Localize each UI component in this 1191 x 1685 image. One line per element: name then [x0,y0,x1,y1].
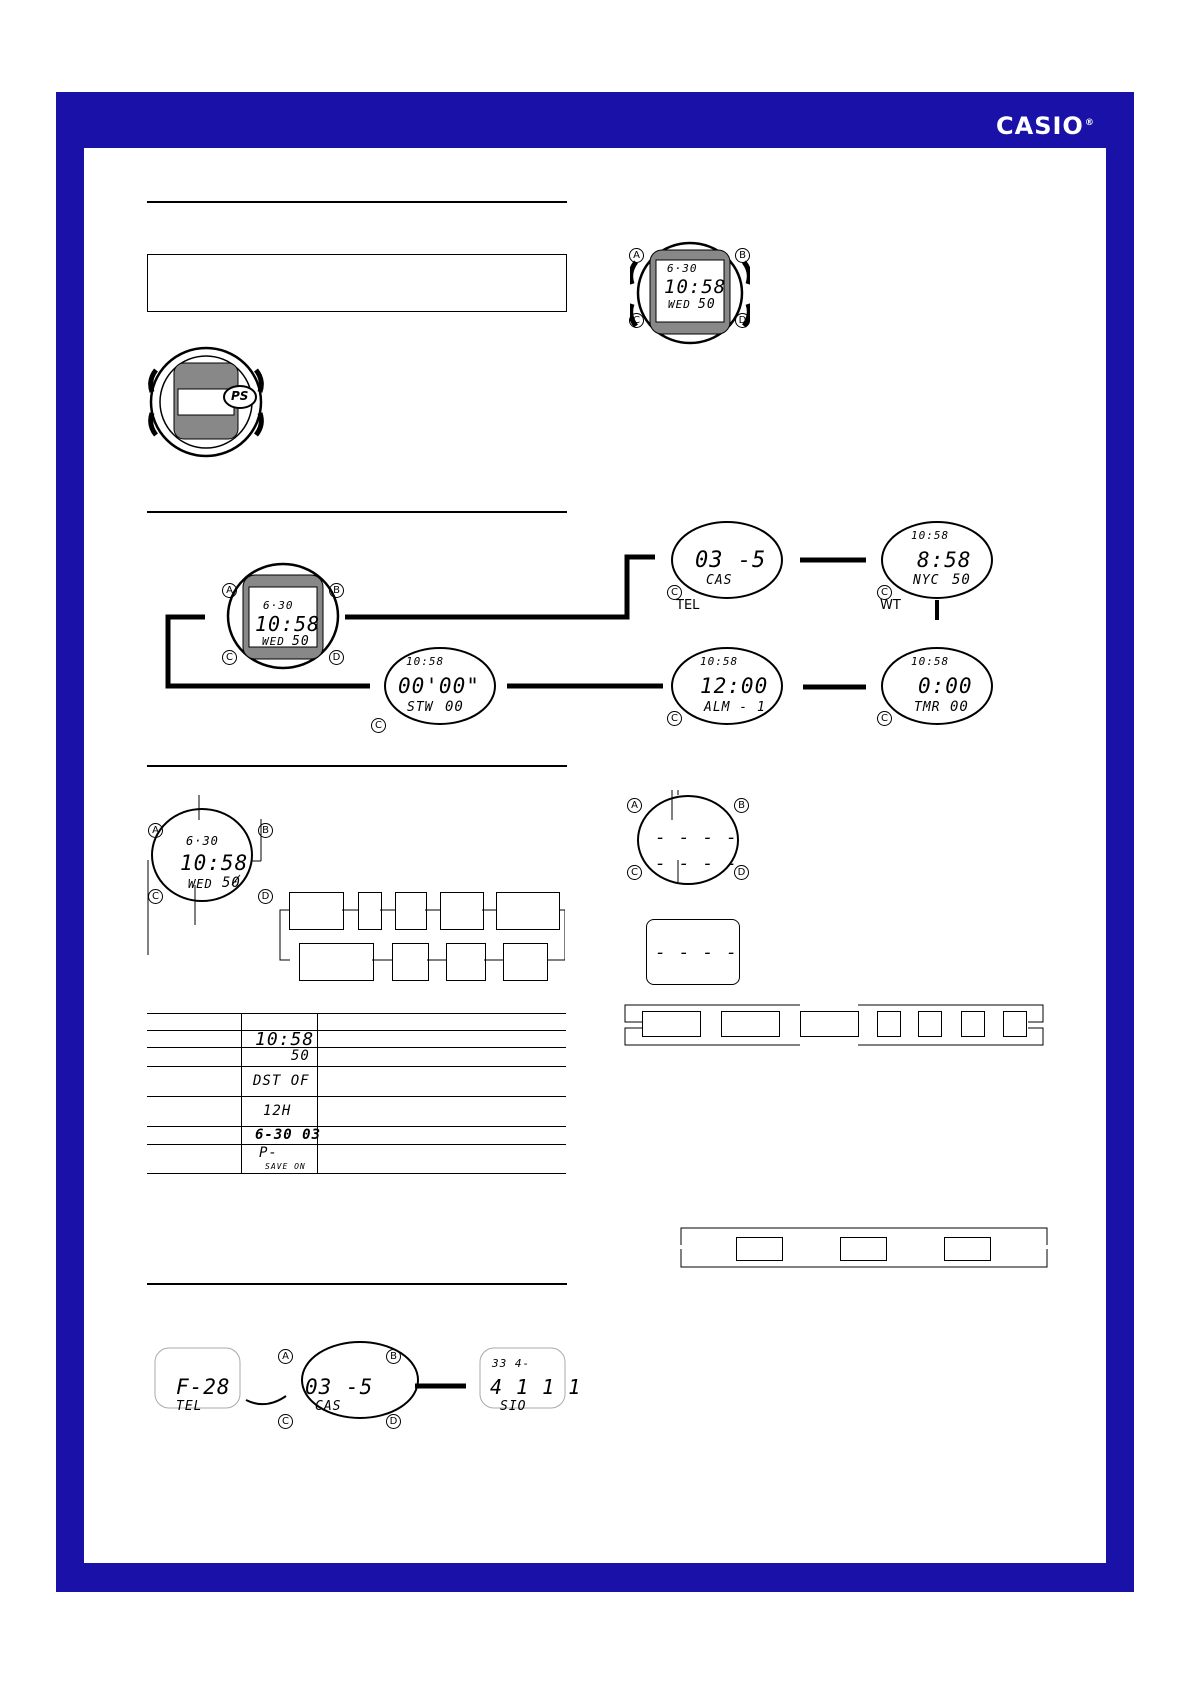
setting-lcd-time: 10:58 [180,851,249,875]
tm-flow-box-7 [1003,1011,1027,1037]
alm-value: 12:00 [700,674,769,698]
center-lcd-time: 10:58 [255,612,321,636]
wt-button-c: C [877,585,892,600]
button-c-label: C [629,313,644,328]
button-a-label: A [629,248,644,263]
tm-flow-box-3 [800,1011,859,1037]
lcd-date: 6·30 [667,262,698,275]
lower-flow-box-3 [944,1237,991,1261]
table-time: 10:58 [255,1029,315,1050]
telememo-dashes-2: - - - - [655,853,738,874]
lower-flow-box-1 [736,1237,783,1261]
stw-button-c: C [371,718,386,733]
small-display-dashes: - - - - [655,942,738,963]
setting-table [147,1013,566,1174]
table-seconds: 50 [291,1048,310,1064]
stw-sub: 00 [445,699,464,715]
center-lcd-day: WED [262,635,285,648]
stw-label: STW [407,700,434,715]
cas-code: 03 -5 [695,548,767,573]
alm-button-c: C [667,711,682,726]
lcd-day: WED [668,298,691,311]
table-date: 6-30 03 [255,1127,322,1143]
tm-flow-box-4 [877,1011,901,1037]
setting-flow-arrows [275,905,565,965]
bottom-right-code: 4 1 1 1 [490,1375,582,1399]
stw-value: 00'00" [398,674,480,698]
bottom-mid-label: CAS [315,1399,342,1414]
tm-flow-box-2 [721,1011,780,1037]
center-button-d: D [329,650,344,665]
lcd-seconds: 50 [698,297,716,312]
center-button-b: B [329,583,344,598]
cas-button-c: C [667,585,682,600]
setting-lcd-seconds: 50 [222,875,241,891]
bottom-button-c: C [278,1414,293,1429]
table-12h: 12H [263,1103,292,1119]
cas-label: CAS [706,573,733,588]
bottom-button-a: A [278,1349,293,1364]
center-lcd-seconds: 50 [292,634,310,649]
alm-small-time: 10:58 [700,655,739,668]
setting-button-d: D [258,889,273,904]
bottom-left-code: F-28 [176,1375,231,1399]
center-button-a: A [222,583,237,598]
bottom-right-label: SIO [500,1399,527,1414]
alm-label: ALM - 1 [704,700,766,715]
bottom-button-d: D [386,1414,401,1429]
button-b-label: B [735,248,750,263]
setting-button-a: A [148,823,163,838]
table-powersave-sub: SAVE ON [265,1162,306,1171]
tm-flow-box-6 [961,1011,985,1037]
bottom-right-top: 33 4- [492,1357,531,1370]
setting-button-b: B [258,823,273,838]
setting-button-c: C [148,889,163,904]
table-powersave: P- [259,1145,278,1161]
tmr-sub: 00 [950,699,969,715]
telememo-button-c: C [627,865,642,880]
tmr-label: TMR [914,700,941,715]
tm-flow-box-5 [918,1011,942,1037]
ps-badge: PS [231,389,249,403]
tmr-value: 0:00 [918,674,973,698]
lcd-time: 10:58 [664,276,727,298]
bottom-left-label: TEL [176,1399,203,1414]
tel-tag: TEL [676,598,700,613]
center-button-c: C [222,650,237,665]
button-d-label: D [735,313,750,328]
wt-tag: WT [880,598,901,613]
wt-small-time: 10:58 [911,529,950,542]
tm-flow-box-1 [642,1011,701,1037]
bottom-button-b: B [386,1349,401,1364]
telememo-dashes-1: - - - - [655,827,738,848]
wt-time: 8:58 [917,548,972,572]
telememo-button-b: B [734,798,749,813]
setting-lcd-day: WED [188,877,213,891]
setting-lcd-date: 6·30 [186,834,219,848]
lower-flow-box-2 [840,1237,887,1261]
wt-label: NYC [913,573,940,588]
tmr-button-c: C [877,711,892,726]
center-lcd-date: 6·30 [263,599,294,612]
telememo-button-a: A [627,798,642,813]
casio-logo: CASIO® [996,112,1095,140]
wt-seconds: 50 [952,572,971,588]
bottom-mid-code: 03 -5 [305,1375,374,1399]
telememo-button-d: D [734,865,749,880]
table-dst: DST OF [253,1073,310,1089]
tmr-small-time: 10:58 [911,655,950,668]
stw-small-time: 10:58 [406,655,445,668]
